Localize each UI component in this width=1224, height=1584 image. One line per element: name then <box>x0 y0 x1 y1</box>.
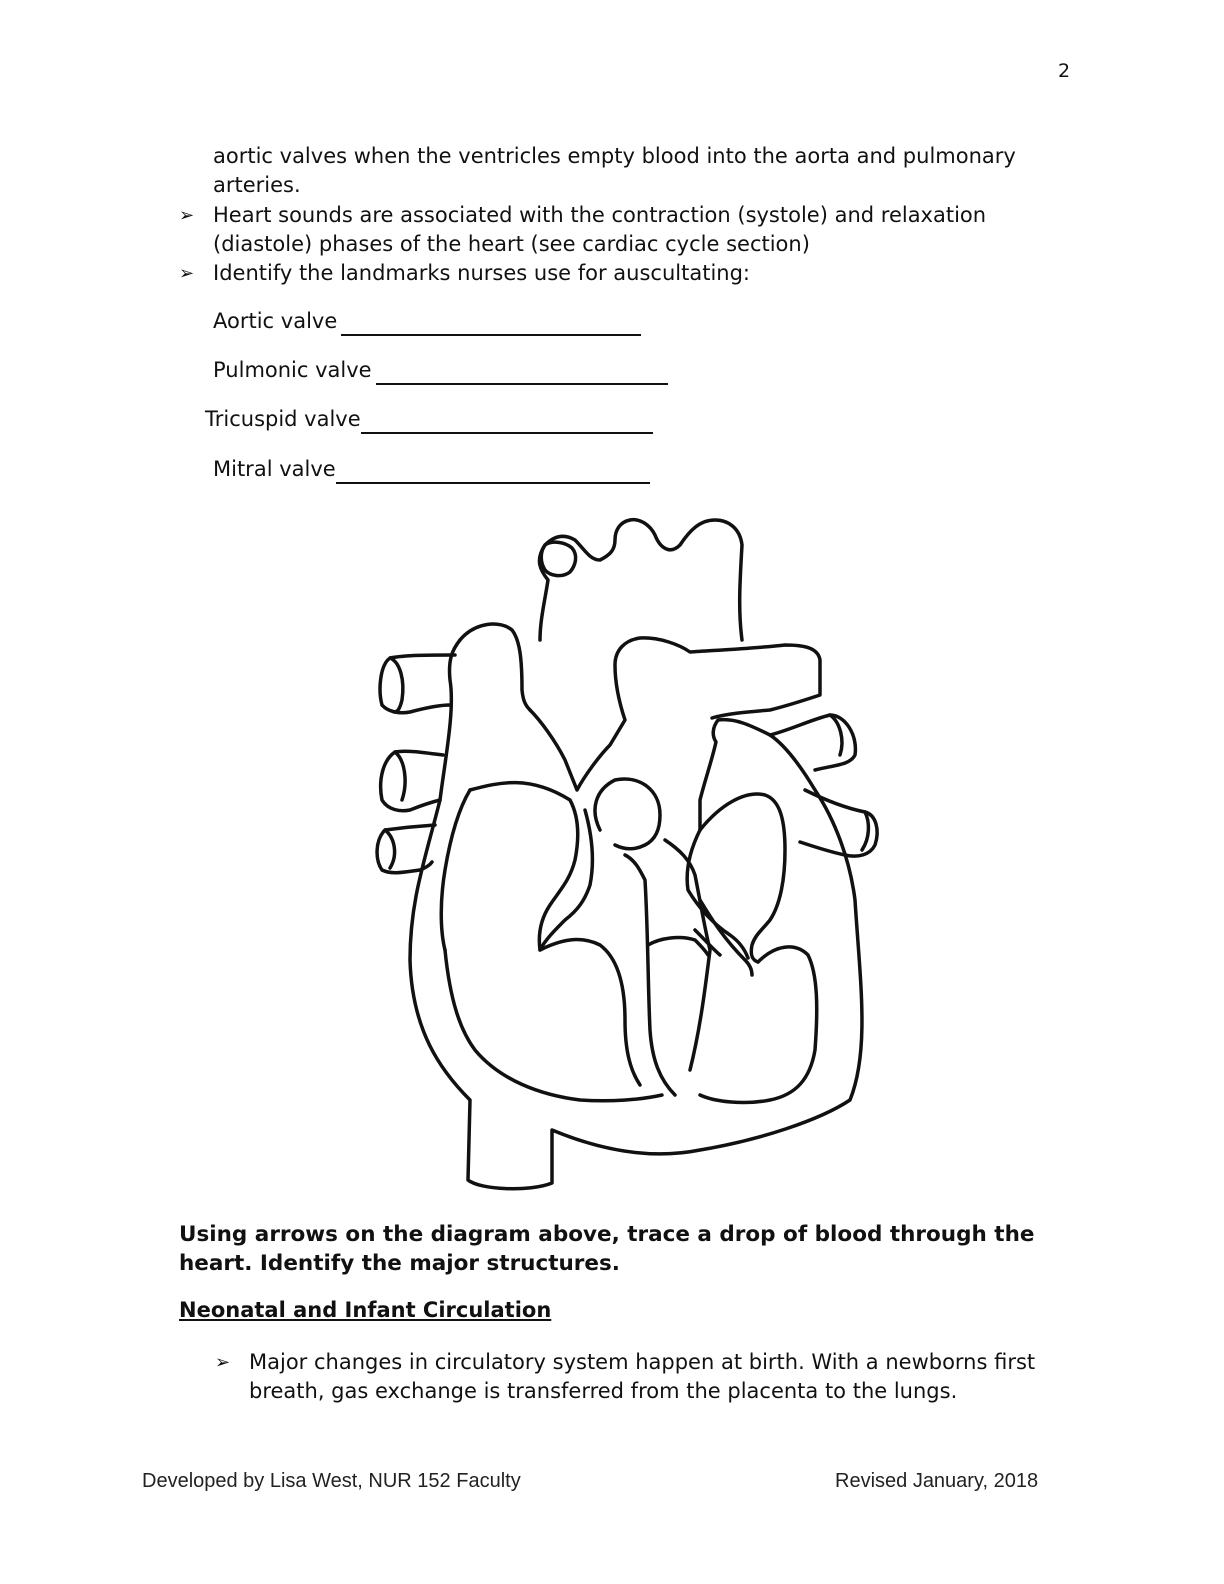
bullet-arrow-icon: ➢ <box>179 205 195 226</box>
tricuspid-valve-label: Tricuspid valve <box>205 407 361 431</box>
section-heading: Neonatal and Infant Circulation <box>179 1298 552 1322</box>
page-number: 2 <box>1058 60 1071 82</box>
bullet-landmarks: Identify the landmarks nurses use for auscultating: <box>213 261 750 285</box>
aortic-valve-label: Aortic valve <box>213 309 338 333</box>
mitral-valve-label: Mitral valve <box>213 457 336 481</box>
bullet-arrow-icon: ➢ <box>179 263 195 284</box>
intro-continuation: aortic valves when the ventricles empty blood into the aorta and pulmonary arteries. <box>213 144 1016 197</box>
section-bullet-line2: breath, gas exchange is transferred from the placenta to the lungs. <box>249 1379 958 1403</box>
footer-author: Developed by Lisa West, NUR 152 Faculty <box>142 1470 521 1492</box>
pulmonic-valve-label: Pulmonic valve <box>213 358 372 382</box>
footer-revised: Revised January, 2018 <box>835 1470 1039 1492</box>
bullet-arrow-icon: ➢ <box>215 1352 231 1373</box>
bullet-heart-sounds-line1: Heart sounds are associated with the contraction (systole) and relaxation <box>213 203 987 227</box>
diagram-instruction: Using arrows on the diagram above, trace a drop of blood through the heart. Identify the major structures. <box>179 1222 1035 1276</box>
bullet-heart-sounds-line2: (diastole) phases of the heart (see cardiac cycle section) <box>213 232 810 256</box>
section-bullet-line1: Major changes in circulatory system happen at birth. With a newborns first <box>249 1350 1036 1374</box>
